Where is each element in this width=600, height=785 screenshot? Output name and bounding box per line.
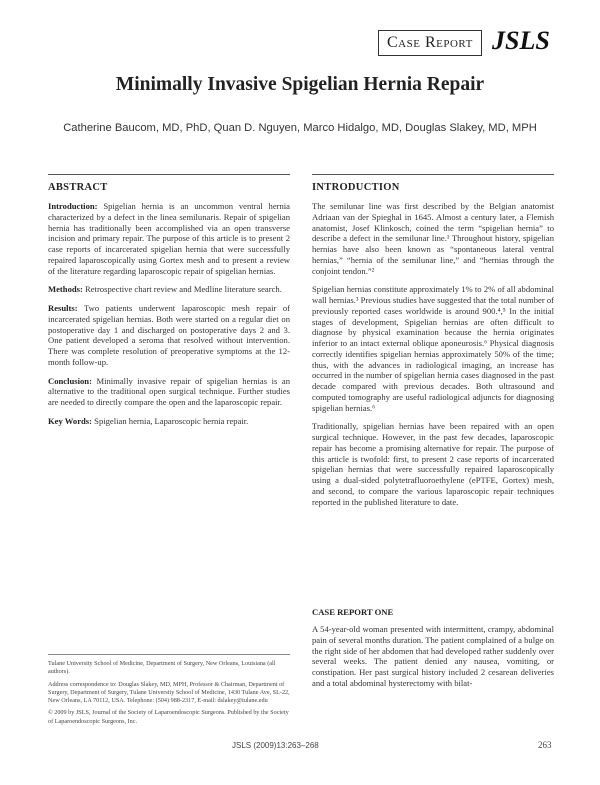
- introduction-paragraph-3: Traditionally, spigelian hernias have been repaired with an open surgical technique. However, in the past few decades, laparoscopic repair has become a promising alternative for repair. The purpose of this article is twofold: first, to present 2 case reports of incarcerated spigelian hernias that were successfully repaired laparoscopically using a dual-sided polytetrafluoroethylene (ePTFE, Gortex) mesh, and second, to compare the various laparoscopic repair techniques reported in the published literature to date.: [312, 421, 554, 507]
- footnotes: [48, 660, 290, 730]
- abstract-methods-text: Retrospective chart review and Medline literature search.: [85, 284, 282, 295]
- case-one-paragraph-1: A 54-year-old woman presented with intermittent, crampy, abdominal pain of several months duration. The patient complained of a bulge on the right side of her abdomen that had developed rather suddenly over several weeks. The patient denied any nausea, vomiting, or constipation. Her past surgical history included 2 cesarean deliveries and a total abdominal hysterectomy with bilat-: [312, 624, 554, 688]
- footnote-copyright: © 2009 by JSLS, Journal of the Society of Laparoendoscopic Surgeons. Published by the Society of Laparoendoscopic Surgeons, Inc.: [48, 709, 289, 725]
- abstract-results: [48, 303, 290, 368]
- abstract-heading: ABSTRACT: [48, 182, 108, 193]
- abstract-methods: [48, 284, 290, 295]
- abstract-introduction: [48, 201, 290, 276]
- introduction-paragraph-1: The semilunar line was first described by the Belgian anatomist Adriaan van der Spieghal in 1645. Almost a century later, a Flemish anatomist, Josef Klinkosch, coined the term “spigelian hernia” to describe a defect in the semilunar line.¹ Throughout history, spigelian hernias have also been known as “spontaneous lateral ventral hernias,” “hernia of the semilunar line,” and “hernias through the conjoint tendon.”²: [312, 201, 554, 276]
- abstract-introduction-label: Introduction:: [48, 201, 98, 211]
- abstract-conclusion-label: Conclusion:: [48, 375, 92, 386]
- abstract-keywords: [48, 416, 290, 427]
- case-report-label: Case Report: [378, 30, 482, 56]
- abstract-methods-label: Methods:: [48, 284, 83, 295]
- abstract-results-text: Two patients underwent laparoscopic mesh repair of incarcerated spigelian hernias. Both were started on a regular diet on postoperative day 1 and discharged on postoperative days 2 and 3. One patient developed a seroma that resolved without intervention. There was complete resolution of preoperative symptoms at the 12-month follow-up.: [48, 303, 290, 367]
- introduction-top-rule: [312, 174, 554, 175]
- abstract-conclusion: [48, 376, 290, 408]
- page-number: 263: [538, 740, 552, 750]
- case-one-heading: CASE REPORT ONE: [312, 607, 394, 617]
- abstract-body: [48, 201, 290, 435]
- abstract-results-label: Results:: [48, 303, 78, 313]
- footnote-correspondence: Address correspondence to: Douglas Slakey, MD, MPH, Professor & Chairman, Department of Surgery, Department of Surgery, Tulane University School of Medicine, 1430 Tulane Ave, SL-22, New Orleans, LA 70112, USA. Telephone: (504) 988-2317, E-mail: dslakey@tulane.edu: [48, 680, 290, 705]
- abstract-introduction-text: Spigelian hernia is an uncommon ventral hernia characterized by a defect in the linea semilunaris. Repair of spigelian hernia has traditionally been accomplished via an open transverse incision and primary repair. The purpose of this article is to present 2 case reports of incarcerated spigelian hernia that were successfully repaired laparoscopically using Gortex mesh and to present a review of the literature regarding laparoscopic repair of spigelian hernias.: [48, 201, 291, 276]
- article-title: Minimally Invasive Spigelian Hernia Repair: [115, 74, 485, 95]
- introduction-paragraph-2: Spigelian hernias constitute approximately 1% to 2% of all abdominal wall hernias.³ Previous studies have suggested that the total number of previously reported cases worldwide is around 900.⁴,⁵ In the initial stages of development, Spigelian hernias are often difficult to diagnose by physical examination because the hernia originates inferior to an intact external oblique aponeurosis.⁶ Physical diagnosis correctly identifies spigelian hernias approximately 50% of the time; thus, with the advances in radiological imaging, an increase has occurred in the number of spigelian hernia cases diagnosed in the past decade compared with previous decades. Both ultrasound and computed tomography are useful radiological adjuncts for diagnosing spigelian hernias.⁶: [312, 284, 554, 413]
- abstract-keywords-text: Spigelian hernia, Laparoscopic hernia repair.: [94, 415, 249, 426]
- abstract-conclusion-text: Minimally invasive repair of spigelian hernias is an alternative to the traditional open surgical technique. Further studies are needed to directly compare the open and the laparoscopic repair.: [48, 375, 290, 407]
- introduction-heading: INTRODUCTION: [312, 182, 400, 193]
- introduction-body: [312, 201, 554, 515]
- journal-logo: JSLS: [492, 26, 550, 55]
- author-list: Catherine Baucom, MD, PhD, Quan D. Nguyen, Marco Hidalgo, MD, Douglas Slakey, MD, MPH: [63, 122, 537, 134]
- footnote-rule: [48, 654, 290, 655]
- footnote-affiliation: Tulane University School of Medicine, Department of Surgery, New Orleans, Louisiana (all authors).: [48, 660, 276, 676]
- abstract-top-rule: [48, 174, 290, 175]
- case-one-body: [312, 624, 554, 697]
- abstract-keywords-label: Key Words:: [48, 415, 93, 426]
- journal-citation: JSLS (2009)13:263–268: [232, 741, 319, 750]
